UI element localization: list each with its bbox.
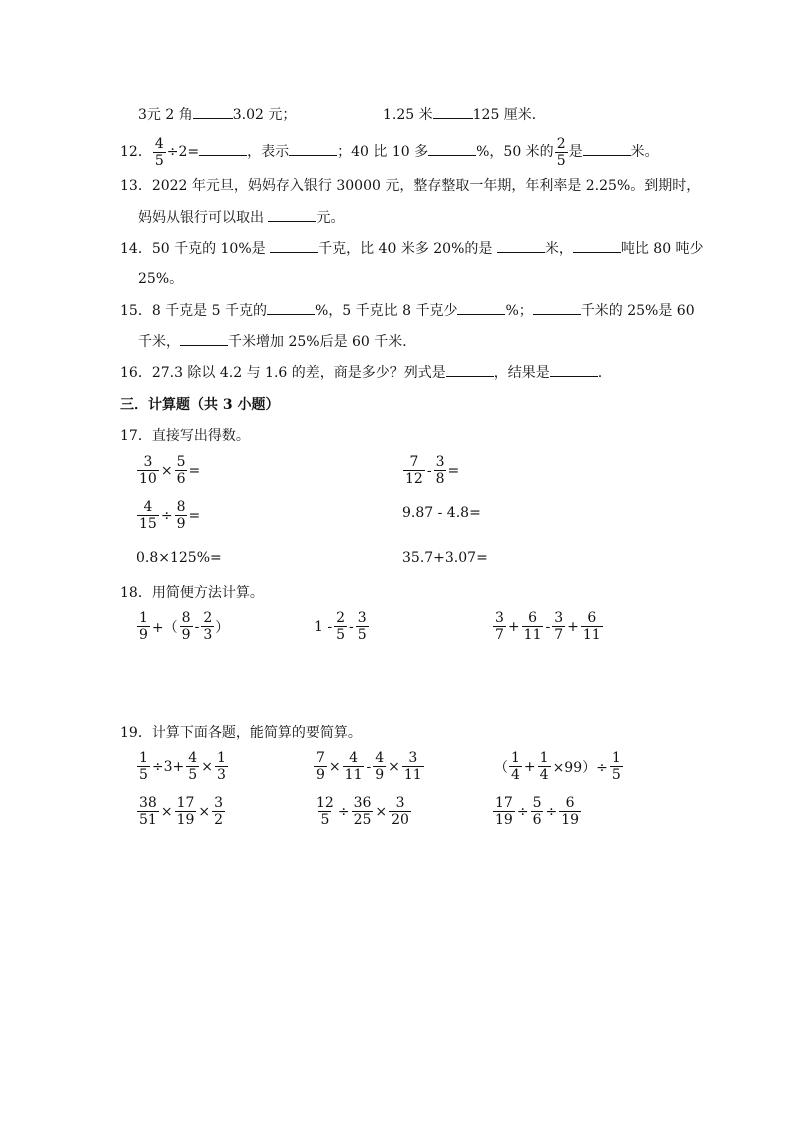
q11-right-a: 1.25 米 <box>383 107 433 123</box>
q15-blank-3[interactable] <box>533 300 581 315</box>
operator: ×99）÷ <box>552 759 608 776</box>
denominator: 8 <box>435 471 445 487</box>
q14-blank-3[interactable] <box>573 238 621 253</box>
denominator: 5 <box>188 767 198 783</box>
q11-left-b: 3.02 元； <box>232 107 297 123</box>
denominator: 5 <box>320 812 330 828</box>
q15-a: 15．8 千克是 5 千克的 <box>120 303 267 319</box>
denominator: 19 <box>561 812 580 828</box>
numerator: 3 <box>395 795 405 811</box>
q17-expr-2 <box>402 455 459 486</box>
fraction <box>352 796 374 827</box>
operator: × <box>201 758 213 775</box>
numerator: 4 <box>349 750 359 766</box>
q11-line <box>138 104 296 125</box>
numerator: 8 <box>181 610 191 626</box>
q15-line-2 <box>138 331 416 352</box>
q12-blank-2[interactable] <box>289 141 337 156</box>
fraction <box>343 751 365 782</box>
denominator: 7 <box>554 627 564 643</box>
q15-line2-a: 千米， <box>138 334 180 350</box>
q15-d: 千米的 25%是 60 <box>580 303 695 319</box>
fraction <box>137 500 159 531</box>
q17-expr-1 <box>136 455 200 486</box>
operator: × <box>388 758 400 775</box>
denominator: 4 <box>539 767 549 783</box>
fraction <box>137 796 159 827</box>
denominator: 3 <box>216 767 226 783</box>
q17-expr-6: 35.7+3.07= <box>402 550 488 566</box>
numerator: 36 <box>353 795 372 811</box>
denominator: 12 <box>405 471 423 487</box>
q12-t3: ；40 比 10 多 <box>337 144 429 160</box>
q14-c: 米， <box>544 241 573 257</box>
denominator: 11 <box>523 627 542 643</box>
numerator: 7 <box>316 750 325 766</box>
operator: + <box>507 618 520 635</box>
operator: +（ <box>151 619 178 636</box>
q16-line <box>120 362 602 383</box>
q15-blank-2[interactable] <box>457 300 505 315</box>
q17-title: 17．直接写出得数。 <box>120 428 250 444</box>
denominator: 11 <box>403 767 422 783</box>
fraction <box>493 796 515 827</box>
numerator: 3 <box>435 454 445 470</box>
q13-blank[interactable] <box>268 207 316 222</box>
fraction <box>531 796 544 827</box>
numerator: 4 <box>154 135 164 152</box>
q16-b: ，结果是 <box>493 365 550 381</box>
fraction <box>334 611 347 642</box>
q12-frac-1 <box>153 137 166 168</box>
q12-number: 12． <box>120 144 152 160</box>
numerator: 17 <box>176 795 195 811</box>
numerator: 1 <box>611 750 621 766</box>
fraction <box>137 455 159 486</box>
numerator: 38 <box>139 795 157 811</box>
numerator: 1 <box>139 750 148 766</box>
q14-a: 14．50 千克的 10%是 <box>120 241 271 257</box>
q15-line2-b: 千米增加 25%后是 60 千米． <box>228 334 417 350</box>
q12-t1: ÷2= <box>166 144 200 160</box>
operator: ÷ <box>516 803 529 820</box>
numerator: 6 <box>587 610 597 626</box>
denominator: 7 <box>495 627 504 643</box>
operator: ÷ <box>545 803 558 820</box>
q12-blank-3[interactable] <box>428 141 476 156</box>
q17-expr-3 <box>136 500 200 531</box>
fraction <box>403 455 425 486</box>
q14-blank-2[interactable] <box>497 238 545 253</box>
denominator: 19 <box>495 812 513 828</box>
q11-blank-1[interactable] <box>193 104 233 119</box>
q12-t4: %，50 米的 <box>476 144 554 160</box>
numerator: 17 <box>495 795 513 811</box>
q12-t2: ，表示 <box>247 144 290 160</box>
numerator: 4 <box>188 750 198 766</box>
operator: ÷3+ <box>151 758 185 775</box>
fraction <box>610 751 623 782</box>
q16-blank-2[interactable] <box>550 362 598 377</box>
q12-line <box>120 135 659 169</box>
denominator: 11 <box>344 767 363 783</box>
q13-text-b: 元。 <box>316 210 345 226</box>
denominator: 5 <box>154 152 164 169</box>
operator: × <box>160 803 173 820</box>
numerator: 6 <box>528 610 538 626</box>
q13-text-a: 妈妈从银行可以取出 <box>138 210 269 226</box>
q14-d: 吨比 80 吨少 <box>620 241 704 257</box>
fraction <box>212 796 225 827</box>
q18-title: 18．用简便方法计算。 <box>120 585 264 601</box>
fraction <box>581 611 603 642</box>
operator: - <box>545 618 551 635</box>
fraction <box>402 751 424 782</box>
numerator: 6 <box>565 795 575 811</box>
numerator: 5 <box>176 454 186 470</box>
denominator: 15 <box>139 516 157 532</box>
open-paren: （ <box>494 759 508 776</box>
q11-blank-2[interactable] <box>433 104 473 119</box>
q12-blank-4[interactable] <box>583 141 631 156</box>
denominator: 4 <box>511 767 520 783</box>
numerator: 3 <box>554 610 564 626</box>
q12-t5: 是 <box>568 144 583 160</box>
q16-c: . <box>597 365 603 381</box>
denominator: 10 <box>139 471 157 487</box>
fraction <box>538 751 551 782</box>
denominator: 20 <box>391 812 409 828</box>
q19-expr-3 <box>494 751 624 782</box>
operator: × <box>160 462 173 479</box>
fraction <box>373 751 386 782</box>
q12-blank-1[interactable] <box>199 141 247 156</box>
denominator: 5 <box>357 627 367 643</box>
numerator: 3 <box>495 610 504 626</box>
q12-frac-2 <box>555 137 568 168</box>
q14-blank-1[interactable] <box>270 238 318 253</box>
numerator: 1 <box>216 750 226 766</box>
numerator: 1 <box>511 750 520 766</box>
fraction <box>509 751 522 782</box>
numerator: 2 <box>203 610 213 626</box>
q19-title: 19．计算下面各题，能简算的要简算。 <box>120 725 362 741</box>
fraction <box>175 500 188 531</box>
numerator: 3 <box>408 750 418 766</box>
denominator: 5 <box>139 767 148 783</box>
operator: - <box>349 618 354 635</box>
q18-expr-2 <box>313 611 370 642</box>
fraction <box>175 796 197 827</box>
q11-left-a: 3元 2 角 <box>138 107 193 123</box>
numerator: 4 <box>143 499 153 515</box>
equals: = <box>188 462 201 479</box>
q15-blank-4[interactable] <box>180 331 228 346</box>
equals: = <box>447 462 460 479</box>
operator: - <box>194 618 200 635</box>
operator: ÷ <box>160 507 173 524</box>
operator: - <box>426 462 432 479</box>
q17-expr-4: 9.87 - 4.8= <box>402 505 481 521</box>
q15-blank-1[interactable] <box>267 300 315 315</box>
operator: ÷ <box>337 803 350 820</box>
numerator: 3 <box>357 610 367 626</box>
q19-expr-4 <box>136 796 226 827</box>
numerator: 1 <box>139 610 148 626</box>
q13-line-2 <box>138 207 344 228</box>
section-3-title: 三．计算题（共 3 小题） <box>120 397 280 413</box>
q16-blank-1[interactable] <box>446 362 494 377</box>
q11-right-b: 125 厘米． <box>472 107 546 123</box>
numerator: 12 <box>316 795 334 811</box>
fraction <box>137 611 150 642</box>
denominator: 2 <box>214 812 224 828</box>
operator: - <box>366 758 372 775</box>
fraction <box>175 455 188 486</box>
prefix: 1 - <box>314 618 333 635</box>
q19-expr-6 <box>492 796 582 827</box>
q19-expr-1 <box>136 751 229 782</box>
fraction <box>180 611 193 642</box>
denominator: 9 <box>139 627 148 643</box>
denominator: 11 <box>582 627 601 643</box>
numerator: 7 <box>409 454 419 470</box>
q14-line-1 <box>120 238 704 259</box>
denominator: 6 <box>176 471 186 487</box>
fraction <box>137 751 150 782</box>
denominator: 3 <box>203 627 213 643</box>
q16-a: 16．27.3 除以 4.2 与 1.6 的差，商是多少？列式是 <box>120 365 446 381</box>
numerator: 5 <box>532 795 542 811</box>
q15-line-1 <box>120 300 695 321</box>
equals: = <box>188 507 201 524</box>
denominator: 9 <box>176 516 186 532</box>
denominator: 9 <box>316 767 325 783</box>
q19-expr-2 <box>313 751 425 782</box>
denominator: 5 <box>611 767 621 783</box>
q15-b: %，5 千克比 8 千克少 <box>314 303 458 319</box>
operator: × <box>375 803 388 820</box>
close-paren: ） <box>215 619 230 636</box>
q14-b: 千克，比 40 米多 20%的是 <box>318 241 497 257</box>
q19-expr-5 <box>313 796 412 827</box>
q14-line-2: 25%。 <box>138 271 184 287</box>
q18-expr-3 <box>492 611 604 642</box>
numerator: 2 <box>556 135 566 152</box>
fraction <box>552 611 565 642</box>
q15-c: %； <box>505 303 533 319</box>
denominator: 5 <box>556 152 566 169</box>
numerator: 3 <box>143 454 153 470</box>
denominator: 5 <box>336 627 346 643</box>
fraction <box>201 611 214 642</box>
denominator: 9 <box>375 767 385 783</box>
fraction <box>314 751 327 782</box>
denominator: 25 <box>353 812 372 828</box>
operator: × <box>328 758 341 775</box>
operator: + <box>567 618 579 635</box>
fraction <box>356 611 369 642</box>
numerator: 1 <box>539 750 549 766</box>
q13-line-1: 13．2022 年元旦，妈妈存入银行 30000 元，整存整取一年期，年利率是 2.25%。到期时， <box>120 178 701 194</box>
operator: × <box>198 803 211 820</box>
fraction <box>434 455 447 486</box>
fraction <box>493 611 506 642</box>
denominator: 19 <box>176 812 195 828</box>
fraction <box>314 796 336 827</box>
denominator: 9 <box>181 627 191 643</box>
numerator: 8 <box>176 499 186 515</box>
numerator: 3 <box>214 795 224 811</box>
q11-right <box>383 104 546 125</box>
fraction <box>215 751 228 782</box>
denominator: 6 <box>532 812 542 828</box>
fraction <box>186 751 199 782</box>
q18-expr-1 <box>136 611 229 642</box>
q17-expr-5: 0.8×125%= <box>136 550 222 566</box>
fraction <box>559 796 581 827</box>
denominator: 51 <box>139 812 157 828</box>
numerator: 2 <box>336 610 346 626</box>
numerator: 4 <box>375 750 385 766</box>
operator: + <box>523 758 536 775</box>
fraction <box>522 611 544 642</box>
fraction <box>389 796 411 827</box>
q12-t6: 米。 <box>630 144 659 160</box>
